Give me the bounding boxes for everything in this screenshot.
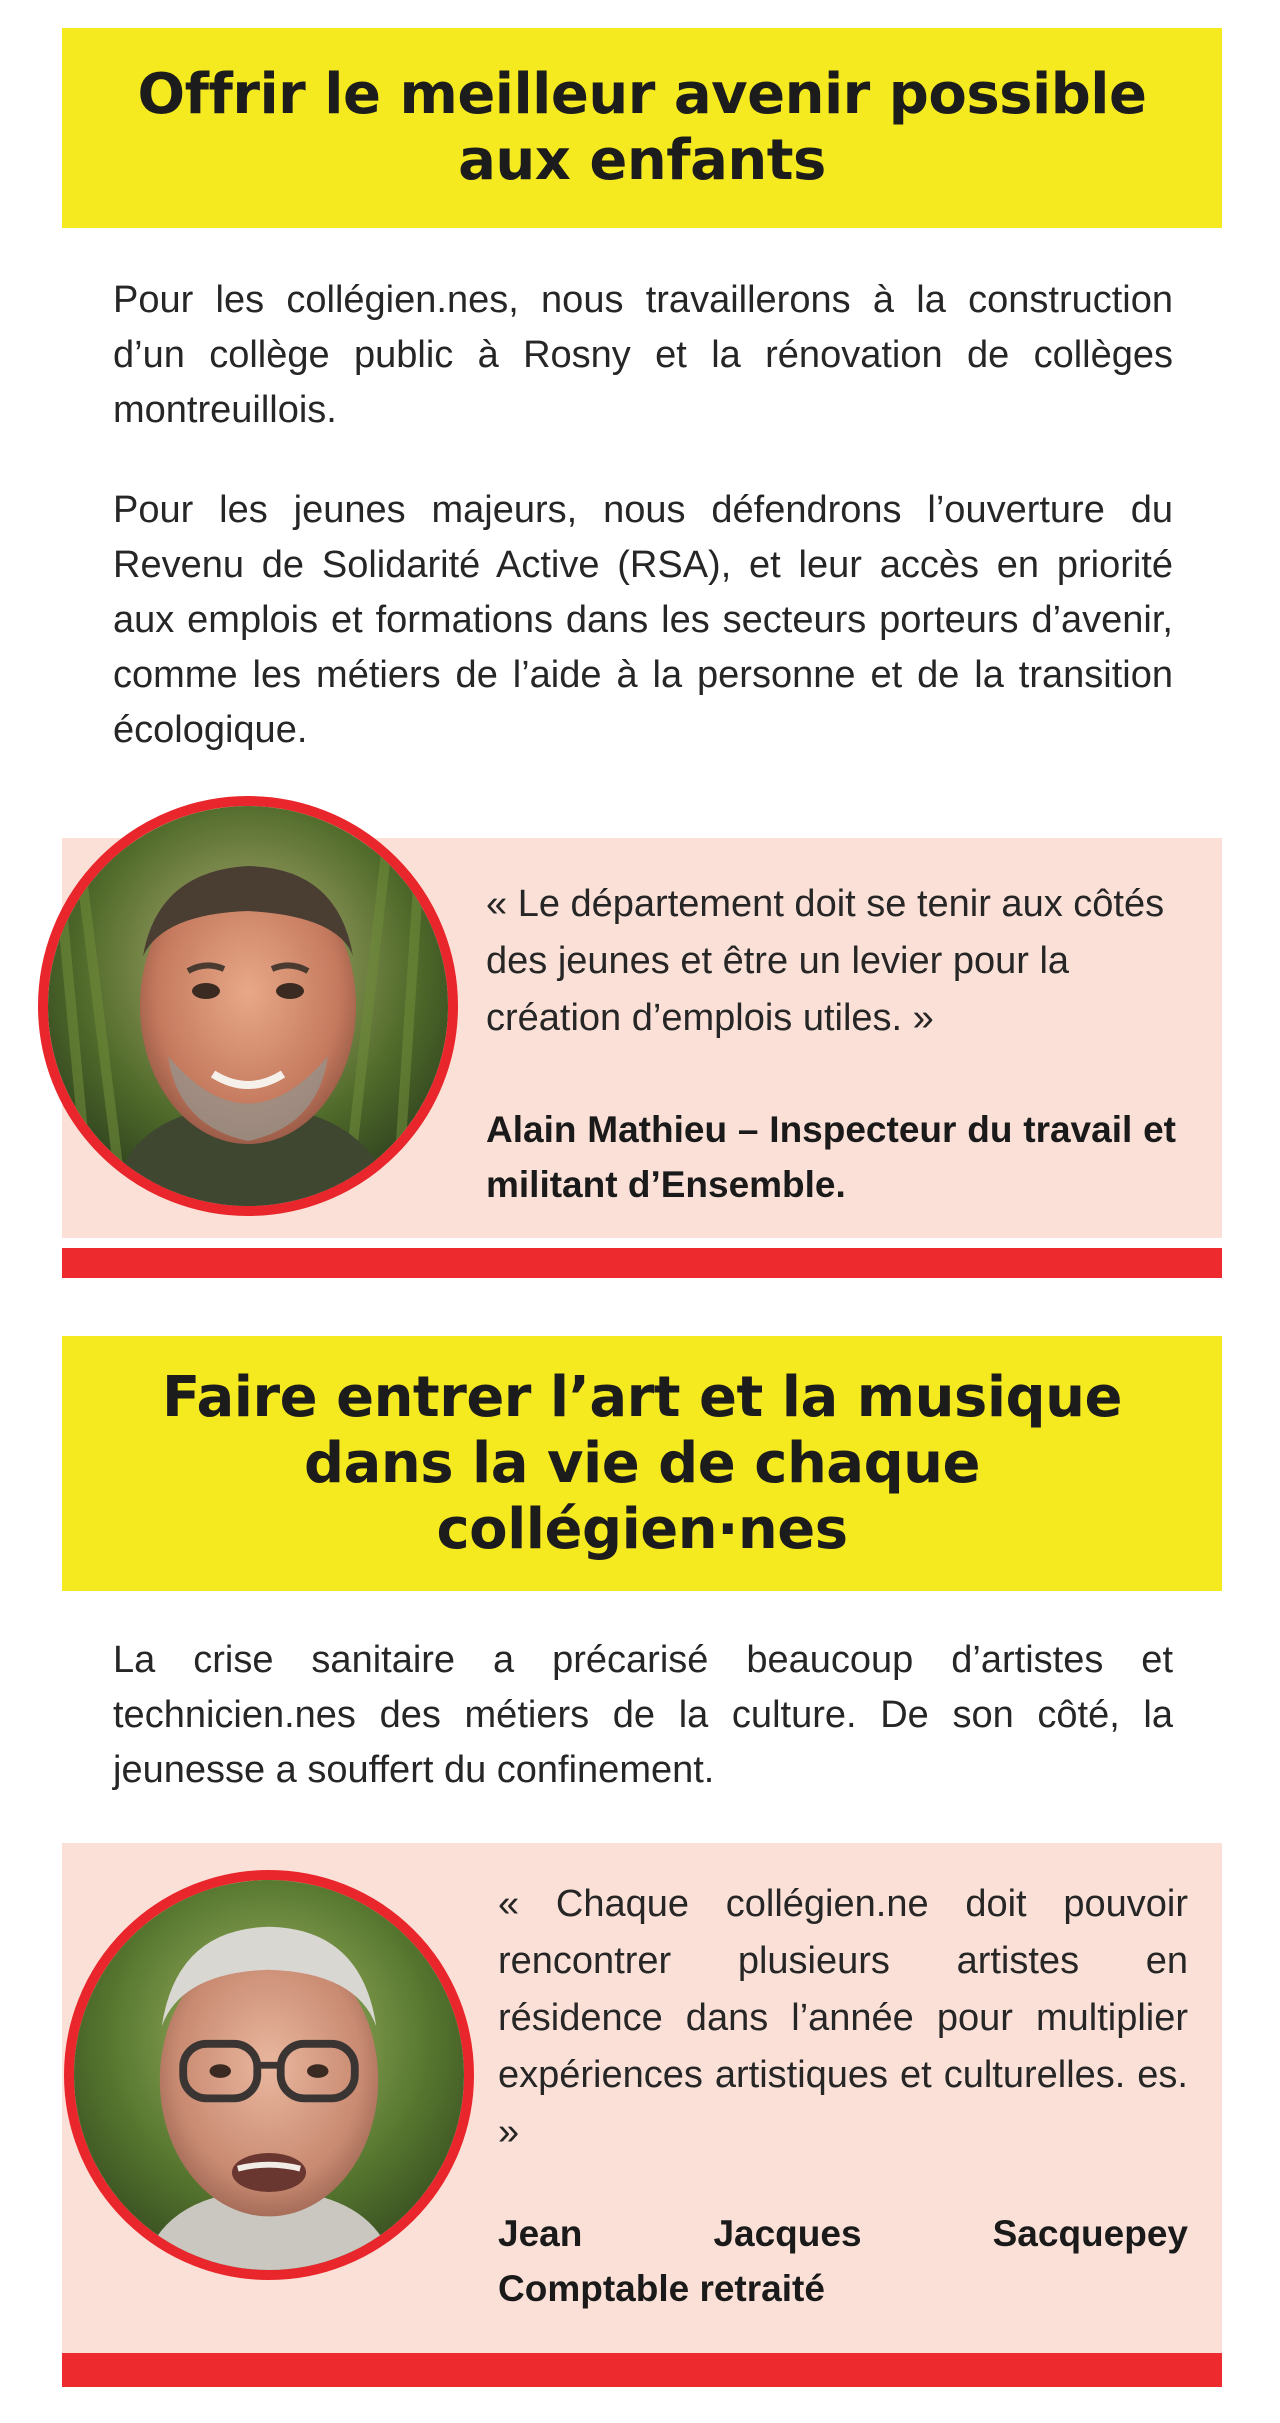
author-middle-name: Jacques (713, 2213, 862, 2254)
section1-author: Alain Mathieu – Inspecteur du travail et militant d’Ensemble. (486, 1109, 1176, 1205)
section1-paragraph-1: Pour les collégien.nes, nous travaillerons à la construction d’un collège public à Rosny et la rénovation de collèges montreuillois. (113, 279, 1173, 431)
portrait-alain-mathieu-icon (38, 796, 458, 1216)
author-first-name: Jean (498, 2213, 583, 2254)
author-last-name: Sacquepey (992, 2213, 1188, 2254)
section2-author-name (498, 2206, 1188, 2261)
section2-title: Faire entrer l’art et la musique dans la vie de chaque collégien·nes (162, 1364, 1122, 1562)
section2-author-role: Comptable retraité (498, 2268, 825, 2309)
portrait-jean-jacques-sacquepey-icon (64, 1870, 474, 2280)
section1-paragraph-2: Pour les jeunes majeurs, nous défendrons l’ouverture du Revenu de Solidarité Active (RSA), et leur accès en priorité aux emplois et formations dans les secteurs porteurs d’avenir, comme les métiers de l’aide à la personne et de la transition écologique. (113, 489, 1173, 751)
section2-quote: « Chaque collégien.ne doit pouvoir rencontrer plusieurs artistes en résidence dans l’année pour multiplier expériences artistiques et culturelles. es. » (498, 1883, 1188, 2153)
section2-banner (62, 1336, 1222, 1591)
section1-red-bar (62, 1248, 1222, 1278)
section1-title: Offrir le meilleur avenir possible aux enfants (137, 62, 1147, 193)
section2-red-bar (62, 2353, 1222, 2387)
section1-quote: « Le département doit se tenir aux côtés des jeunes et être un levier pour la création d’emplois utiles. » (486, 883, 1165, 1039)
section2-author (498, 2206, 1188, 2316)
section1-banner (62, 28, 1222, 228)
section2-paragraph: La crise sanitaire a précarisé beaucoup d’artistes et technicien.nes des métiers de la culture. De son côté, la jeunesse a souffert du confinement. (113, 1639, 1173, 1791)
